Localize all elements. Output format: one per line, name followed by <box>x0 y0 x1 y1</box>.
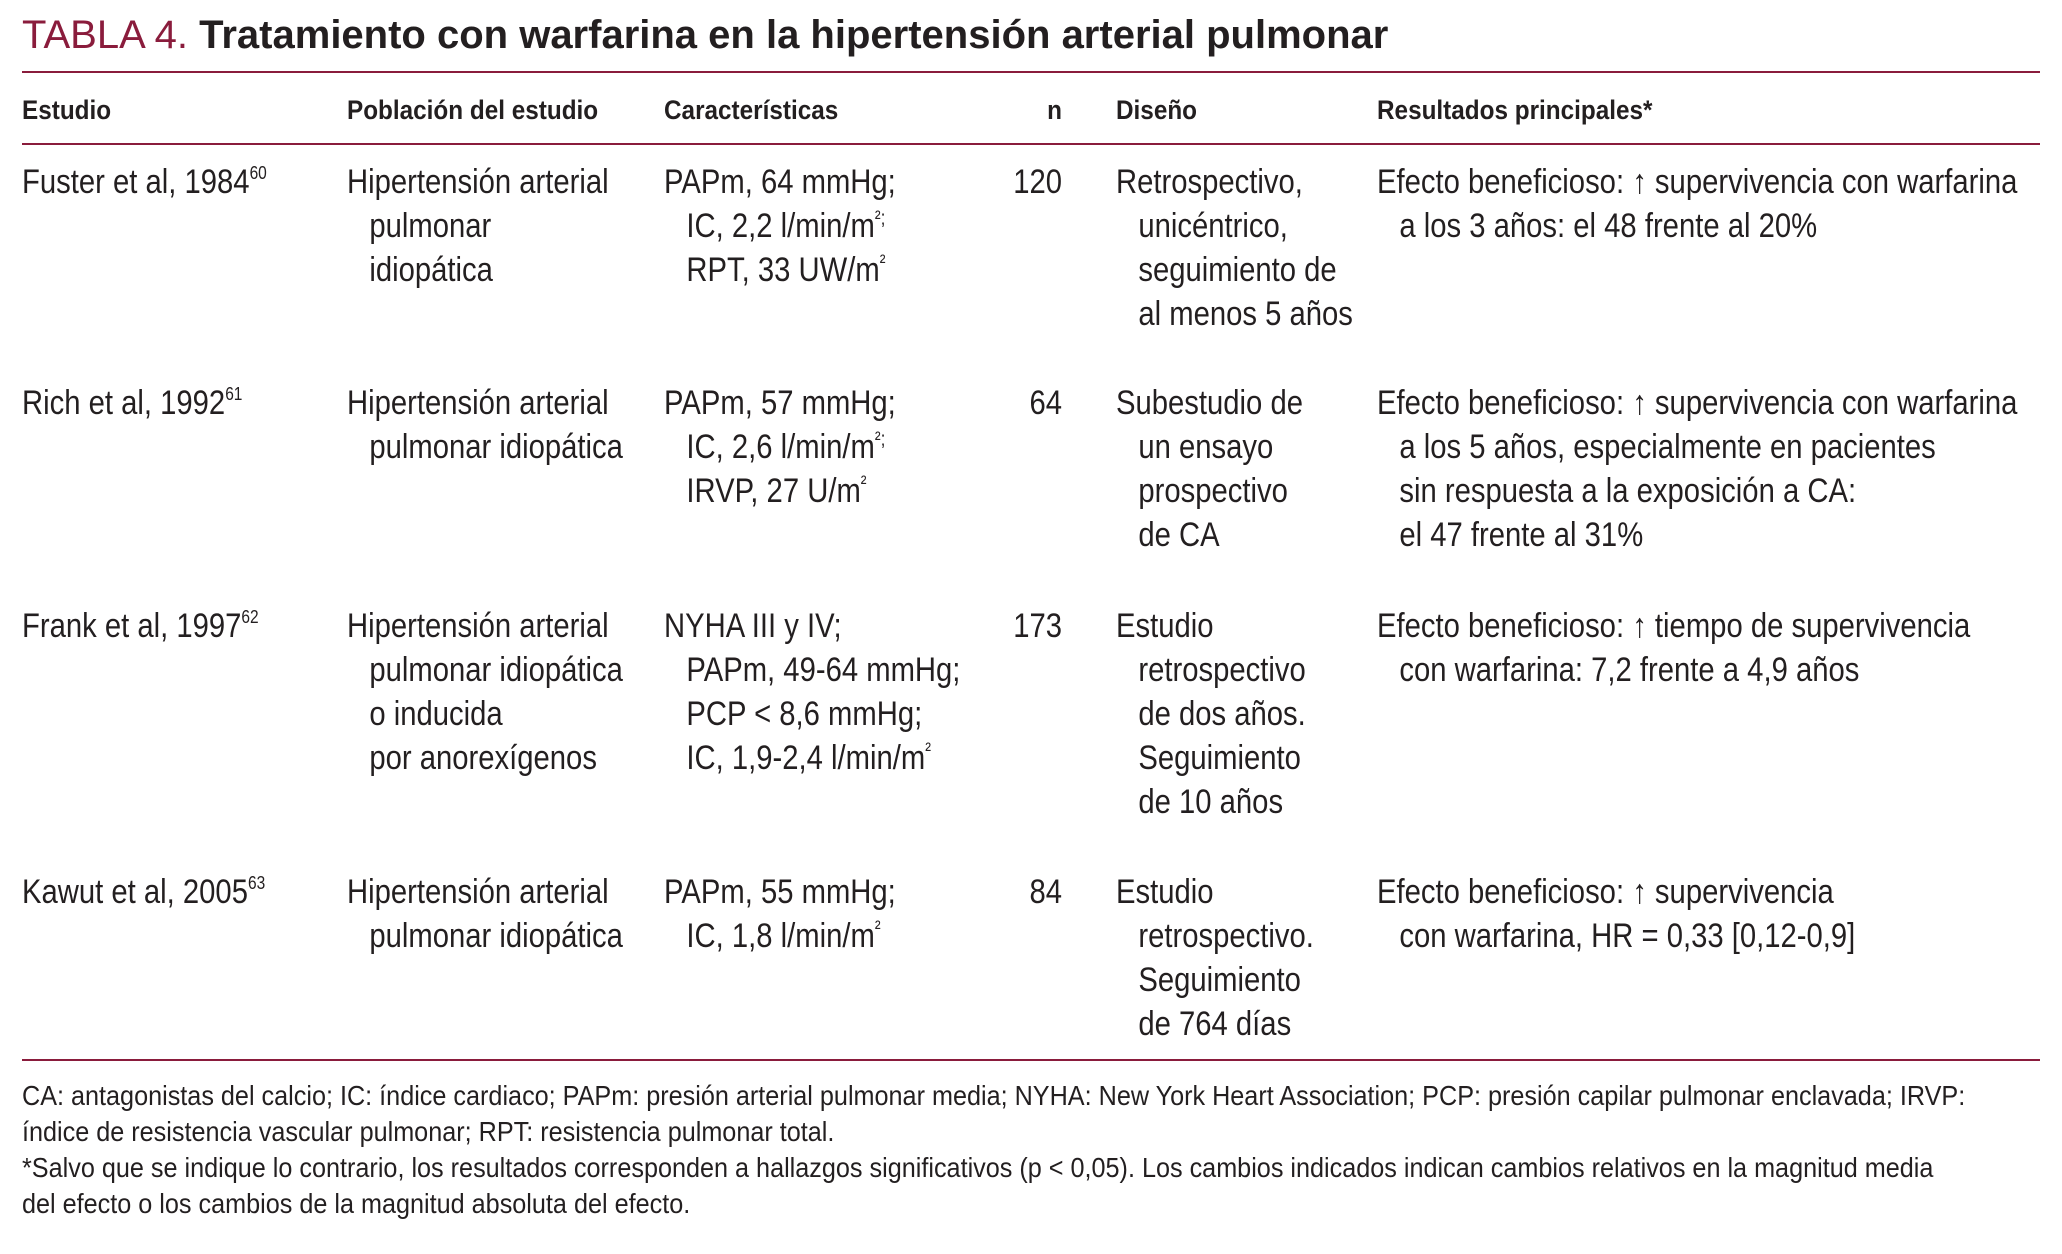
row-4-caracteristicas: PAPm, 55 mmHg; IC, 1,8 $l/\min/m^{^2}$ <box>664 873 896 955</box>
abbreviations-footnote: CA: antagonistas del calcio; IC: índice cardiaco; PAPm: presión arterial pulmonar media; NYHA: New York Heart Association; PCP: presión capilar pulmonar enclavada; IRVP: índice de resistencia vascular pulmonar; RPT: resistencia pulmonar total. <box>22 1080 1966 1147</box>
row-3-diseno: Estudio retrospectivo de dos años. Seguimiento de 10 años <box>1116 607 1306 821</box>
row-2-n: 64 <box>1029 384 1062 422</box>
bottom-rule <box>22 1059 2040 1061</box>
header-caracteristicas: Características <box>664 95 839 125</box>
row-1-n: 120 <box>1013 163 1062 201</box>
table-title-text: Tratamiento con warfarina en la hipertensión arterial pulmonar <box>199 13 1389 57</box>
row-1-diseno: Retrospectivo, unicéntrico, seguimiento de al menos 5 años <box>1116 163 1353 333</box>
row-2-estudio: Rich et al, 1992$^{61}$ <box>22 383 243 422</box>
row-2-diseno: Subestudio de un ensayo prospectivo de CA <box>1116 384 1303 554</box>
row-4-poblacion: Hipertensión arterial pulmonar idiopática <box>347 873 623 955</box>
row-2-poblacion: Hipertensión arterial pulmonar idiopática <box>347 384 623 466</box>
reference-superscript: 62 <box>241 606 259 627</box>
row-2-caracteristicas: PAPm, 57 mmHg; IC, 2,6 $l/\min/m^{^2;}$ IRVP, 27 $U/m^{^2}$ <box>664 384 896 510</box>
header-diseno: Diseño <box>1116 95 1198 125</box>
row-3-resultados: Efecto beneficioso: ↑ tiempo de supervivencia con warfarina: 7,2 frente a 4,9 años <box>1377 607 1971 689</box>
header-resultados: Resultados principales* <box>1377 95 1653 125</box>
header-n: n <box>1047 95 1062 125</box>
row-1-caracteristicas: PAPm, 64 mmHg; IC, 2,2 $l/\min/m^{^2;}$ RPT, 33 $UW/m^{^2}$ <box>664 163 896 289</box>
row-2-resultados: Efecto beneficioso: ↑ supervivencia con warfarina a los 5 años, especialmente en pacientes sin respuesta a la exposición a CA: el 47 frente al 31% <box>1377 384 2018 554</box>
header-estudio: Estudio <box>22 95 112 125</box>
row-4-resultados: Efecto beneficioso: ↑ supervivencia con warfarina, HR = 0,33 [0,12-0,9] <box>1377 873 1856 955</box>
row-1-resultados: Efecto beneficioso: ↑ supervivencia con warfarina a los 3 años: el 48 frente al 20% <box>1377 163 2018 245</box>
table-label: TABLA 4. <box>22 13 189 57</box>
row-1-poblacion: Hipertensión arterial pulmonar idiopática <box>347 163 609 289</box>
table-title <box>22 10 1388 60</box>
row-3-caracteristicas: NYHA III y IV; PAPm, 49-64 mmHg; PCP < 8,6 mmHg; IC, 1,9-2,4 $l/\min/m^{^2}$ <box>664 607 961 777</box>
header-poblacion: Población del estudio <box>347 95 599 125</box>
reference-superscript: 63 <box>247 872 266 893</box>
header-rule <box>22 143 2040 145</box>
row-4-n: 84 <box>1029 873 1062 911</box>
row-4-estudio: Kawut et al, 2005$^{63}$ <box>22 872 266 911</box>
reference-superscript: 60 <box>249 162 267 183</box>
significance-footnote: *Salvo que se indique lo contrario, los resultados corresponden a hallazgos significativos (p < 0,05). Los cambios indicados indican cambios relativos en la magnitud media del efecto o los cambios de la magnitud absoluta del efecto. <box>22 1152 1934 1219</box>
row-1-estudio: Fuster et al, 1984$^{60}$ <box>22 162 267 201</box>
row-4-diseno: Estudio retrospectivo. Seguimiento de 764 días <box>1116 873 1314 1043</box>
top-rule <box>22 71 2040 73</box>
row-3-poblacion: Hipertensión arterial pulmonar idiopática o inducida por anorexígenos <box>347 607 623 777</box>
reference-superscript: 61 <box>225 383 243 404</box>
row-3-estudio: Frank et al, 1997$^{62}$ <box>22 606 259 645</box>
row-3-n: 173 <box>1013 607 1062 645</box>
